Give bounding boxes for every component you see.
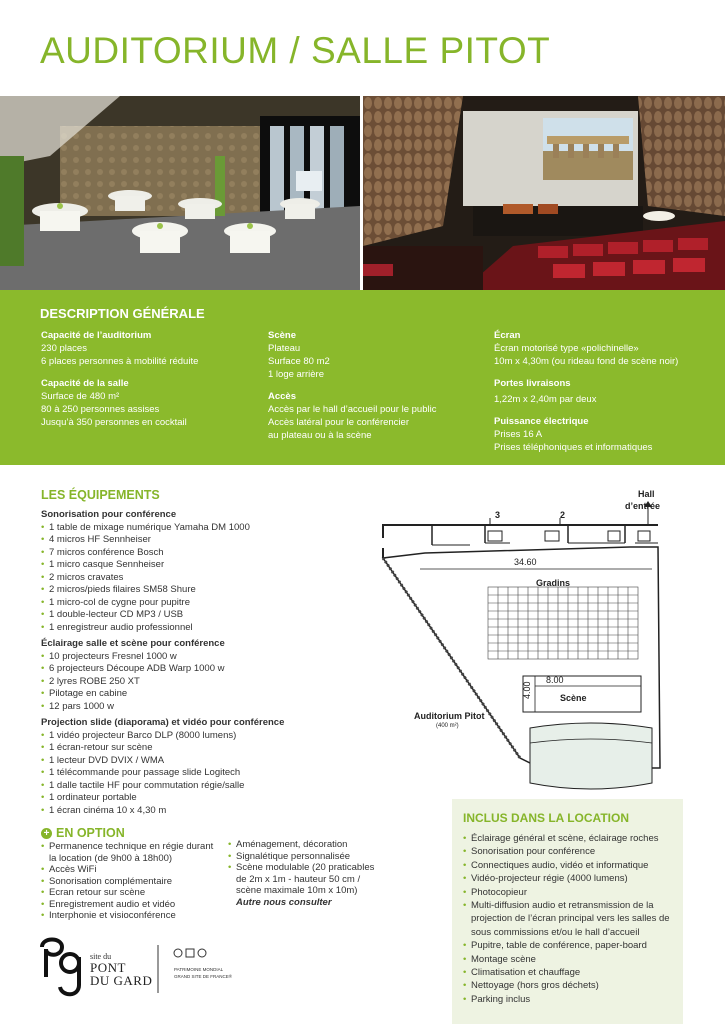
gradins-label: Gradins xyxy=(536,578,571,588)
stage-width: 8.00 xyxy=(546,675,564,685)
description-heading: DESCRIPTION GÉNÉRALE xyxy=(40,306,205,321)
text-line: Accès par le hall d’accueil pour le public xyxy=(268,404,437,415)
auditorium-photo xyxy=(363,96,725,290)
description-col-1 xyxy=(41,326,251,429)
label-portes-livraisons: Portes livraisons xyxy=(494,378,571,389)
seating-grid xyxy=(488,587,638,659)
group-label: Projection slide (diaporama) et vidéo pour conférence xyxy=(41,717,285,728)
text-line: Jusqu’à 350 personnes en cocktail xyxy=(41,417,187,428)
label-ecran: Écran xyxy=(494,330,521,341)
list-item: • Scène modulable (20 praticables de 2m x 1m - hauteur 50 cm / scène maximale 10m x 10m) xyxy=(228,862,378,897)
room-name: Auditorium Pitot xyxy=(414,711,485,721)
room-area: (400 m²) xyxy=(436,723,459,729)
unesco-text-1: PATRIMOINE MONDIAL xyxy=(174,967,224,972)
list-item: • 1 vidéo projecteur Barco DLP (8000 lumens) xyxy=(41,730,371,743)
option-list-left xyxy=(41,841,221,922)
option-note: Autre nous consulter xyxy=(236,896,332,908)
stage-depth: 4.00 xyxy=(522,681,532,699)
list-item: • 1 micro casque Sennheiser xyxy=(41,559,371,572)
width-dimension: 34.60 xyxy=(514,557,537,567)
text-line: 230 places xyxy=(41,343,87,354)
logo-line-1: PONT xyxy=(90,960,126,975)
photo-strip xyxy=(0,96,725,290)
list-item: • 1 enregistreur audio professionnel xyxy=(41,622,371,635)
floor-plan xyxy=(380,483,680,793)
list-item: • 1 dalle tactile HF pour commutation régie/salle xyxy=(41,780,371,793)
equipements-list xyxy=(41,509,371,817)
list-item: • Vidéo-projecteur régie (4000 lumens) xyxy=(463,872,672,885)
list-item: • Enregistrement audio et vidéo xyxy=(41,899,221,911)
text-line: Surface de 480 m² xyxy=(41,391,120,402)
list-item: • 4 micros HF Sennheiser xyxy=(41,534,371,547)
list-item: • 1 lecteur DVD DVIX / WMA xyxy=(41,755,371,768)
list-item: • 7 micros conférence Bosch xyxy=(41,547,371,560)
text-line: Prises téléphoniques et informatiques xyxy=(494,442,653,453)
description-col-2 xyxy=(268,326,478,442)
list-item: • Éclairage général et scène, éclairage roches xyxy=(463,832,672,845)
pont-du-gard-logo xyxy=(40,935,300,1005)
logo-line-2: DU GARD xyxy=(90,973,153,988)
description-col-3 xyxy=(494,326,719,454)
label-scene: Scène xyxy=(268,330,296,341)
list-item: • Accès WiFi xyxy=(41,864,221,876)
option-heading: EN OPTION xyxy=(56,826,125,840)
inclus-list xyxy=(463,832,672,1006)
logo-small: site du xyxy=(90,952,112,961)
page-title: AUDITORIUM / SALLE PITOT xyxy=(40,30,551,71)
list-item: • Sonorisation pour conférence xyxy=(463,845,672,858)
group-label: Sonorisation pour conférence xyxy=(41,509,177,520)
list-item: • Sonorisation complémentaire xyxy=(41,876,221,888)
list-item: • Permanence technique en régie durant la location (de 9h00 à 18h00) xyxy=(41,841,221,864)
unesco-text-2: GRAND SITE DE FRANCE® xyxy=(174,974,233,979)
description-band xyxy=(0,290,725,465)
list-item: • 1 micro-col de cygne pour pupitre xyxy=(41,597,371,610)
list-item: • Connectiques audio, vidéo et informatique xyxy=(463,859,672,872)
banquet-hall-photo xyxy=(0,96,360,290)
label-puissance-electrique: Puissance électrique xyxy=(494,416,589,427)
option-list-right xyxy=(228,839,378,908)
text-line: 6 places personnes à mobilité réduite xyxy=(41,356,199,367)
list-item: • 2 lyres ROBE 250 XT xyxy=(41,676,371,689)
label-capacite-auditorium: Capacité de l’auditorium xyxy=(41,330,152,341)
text-line: Surface 80 m2 xyxy=(268,356,330,367)
list-item: • 1 télécommande pour passage slide Logitech xyxy=(41,767,371,780)
option-heading-row xyxy=(41,826,125,840)
projection-list xyxy=(41,730,371,818)
list-item: • 1 double-lecteur CD MP3 / USB xyxy=(41,609,371,622)
hall-label-1: Hall xyxy=(638,489,655,499)
list-item: • Signalétique personnalisée xyxy=(228,851,378,863)
list-item: • Photocopieur xyxy=(463,886,672,899)
door-3-label: 3 xyxy=(495,510,501,520)
text-line: 80 à 250 personnes assises xyxy=(41,404,160,415)
text-line: Écran motorisé type «polichinelle» xyxy=(494,343,639,354)
text-line: Plateau xyxy=(268,343,301,354)
list-item: • 1 table de mixage numérique Yamaha DM 1000 xyxy=(41,522,371,535)
list-item: • 12 pars 1000 w xyxy=(41,701,371,714)
list-item: • Interphonie et visioconférence xyxy=(41,910,221,922)
list-item: • Ecran retour sur scène xyxy=(41,887,221,899)
text-line: 1,22m x 2,40m par deux xyxy=(494,394,597,405)
group-label: Éclairage salle et scène pour conférence xyxy=(41,638,225,649)
list-item: • Pilotage en cabine xyxy=(41,688,371,701)
list-item: • Montage scène xyxy=(463,953,672,966)
text-line: 10m x 4,30m (ou rideau fond de scène noir) xyxy=(494,356,679,367)
equipements-heading: LES ÉQUIPEMENTS xyxy=(41,488,160,502)
list-item: • Pupitre, table de conférence, paper-board xyxy=(463,939,672,952)
plus-icon: + xyxy=(41,828,52,839)
list-item: • Climatisation et chauffage xyxy=(463,966,672,979)
list-item: • Parking inclus xyxy=(463,993,672,1006)
text-line: 1 loge arrière xyxy=(268,369,324,380)
list-item: • Nettoyage (hors gros déchets) xyxy=(463,979,672,992)
label-capacite-salle: Capacité de la salle xyxy=(41,378,129,389)
label-acces: Accès xyxy=(268,391,296,402)
text-line: au plateau ou à la scène xyxy=(268,430,372,441)
list-item: • Multi-diffusion audio et retransmission de la projection de l’écran principal vers les salles de sous commissions et/ou le hall d’accueil xyxy=(463,899,672,939)
door-2-label: 2 xyxy=(560,510,566,520)
eclairage-list xyxy=(41,651,371,714)
inclus-panel xyxy=(452,799,683,1024)
text-line: Accès latéral pour le conférencier xyxy=(268,417,409,428)
list-item: • 2 micros/pieds filaires SM58 Shure xyxy=(41,584,371,597)
list-item: • 10 projecteurs Fresnel 1000 w xyxy=(41,651,371,664)
hall-label-2: d’entrée xyxy=(625,501,661,511)
list-item: • 1 écran cinéma 10 x 4,30 m xyxy=(41,805,371,818)
list-item: • 1 écran-retour sur scène xyxy=(41,742,371,755)
list-item: • 2 micros cravates xyxy=(41,572,371,585)
text-line: Prises 16 A xyxy=(494,429,543,440)
list-item: • 6 projecteurs Découpe ADB Warp 1000 w xyxy=(41,663,371,676)
inclus-heading: INCLUS DANS LA LOCATION xyxy=(463,811,629,825)
list-item: • Aménagement, décoration xyxy=(228,839,378,851)
stage-label: Scène xyxy=(560,693,587,703)
sono-list xyxy=(41,522,371,635)
list-item: • 1 ordinateur portable xyxy=(41,792,371,805)
